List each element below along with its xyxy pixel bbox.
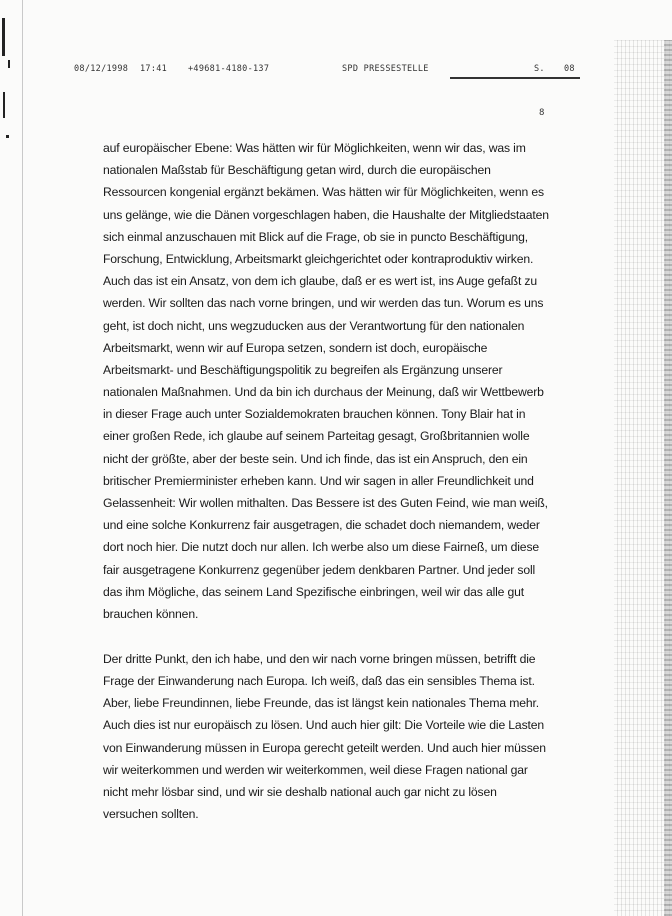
text-line: Ressourcen kongenial ergänzt bekämen. Was hätten wir für Möglichkeiten, wenn es: [103, 185, 544, 200]
text-line: einer großen Rede, ich glaube auf seinem Parteitag gesagt, Großbritannien wolle: [103, 429, 530, 444]
text-line: nicht mehr lösbar sind, und wir sie deshalb national auch gar nicht zu lösen: [103, 785, 497, 800]
scan-right-edge-noise: [614, 40, 672, 916]
text-line: und eine solche Konkurrenz fair ausgetragen, die schadet doch niemandem, weder: [103, 518, 540, 533]
text-line: Forschung, Entwicklung, Arbeitsmarkt gleichgerichtet oder kontraproduktiv wirken.: [103, 251, 534, 266]
fax-header-rule: [450, 77, 580, 79]
text-line: das ihm Mögliche, das seinem Land Spezifische einbringen, weil wir das alle gut: [103, 584, 525, 599]
paragraph-2: [103, 648, 563, 826]
text-line: in dieser Frage auch unter Sozialdemokraten brauchen können. Tony Blair hat in: [103, 407, 526, 422]
paragraph-gap: [103, 625, 563, 648]
text-line: auf europäischer Ebene: Was hätten wir für Möglichkeiten, wenn wir das, was im: [103, 141, 526, 155]
text-line: werden. Wir sollten das nach vorne bringen, und wir werden das tun. Worum es uns: [103, 296, 544, 311]
text-line: fair ausgetragene Konkurrenz gegenüber jedem denkbaren Partner. Und jeder soll: [103, 562, 536, 577]
fax-time: 17:41: [140, 64, 168, 74]
scan-mark: [8, 60, 10, 68]
text-line: wir weiterkommen und werden wir weiterkommen, weil diese Fragen national gar: [103, 762, 528, 777]
text-line: britischer Premierminister erheben kann. Und wir sagen in aller Freundlichkeit und: [103, 473, 534, 488]
text-line: von Einwanderung müssen in Europa gerecht geteilt werden. Und auch hier müssen: [103, 740, 546, 755]
text-line: Auch das ist ein Ansatz, von dem ich glaube, daß er es wert ist, ins Auge gefaßt zu: [103, 274, 537, 289]
fax-organization: SPD PRESSESTELLE: [342, 64, 429, 74]
fax-page-label: S.: [534, 64, 545, 74]
text-line: Aber, liebe Freundinnen, liebe Freunde, das ist längst kein nationales Thema mehr.: [103, 696, 539, 711]
text-line: nationalen Maßnahmen. Und da bin ich durchaus der Meinung, daß wir Wettbewerb: [103, 385, 544, 400]
text-line: Der dritte Punkt, den ich habe, und den wir nach vorne bringen müssen, betrifft die: [103, 651, 536, 666]
text-line: Gelassenheit: Wir wollen mithalten. Das Bessere ist des Guten Feind, wie man weiß,: [103, 496, 548, 510]
text-line: Arbeitsmarkt, wenn wir auf Europa setzen, sondern ist doch, europäische: [103, 340, 488, 355]
fax-date: 08/12/1998: [74, 64, 129, 74]
body-text: [103, 137, 563, 825]
text-line: uns gelänge, wie die Dänen vorgeschlagen haben, die Haushalte der Mitgliedstaaten: [103, 207, 549, 222]
scan-mark: [3, 92, 5, 118]
page-number: 8: [539, 108, 545, 118]
scan-mark: [6, 135, 9, 138]
text-line: nicht der größte, aber der beste sein. Und ich finde, das ist ein Anspruch, den ein: [103, 451, 528, 466]
paragraph-1: [103, 137, 563, 625]
text-line: versuchen sollten.: [103, 807, 199, 822]
text-line: nationalen Maßstab für Beschäftigung getan wird, durch die europäischen: [103, 163, 491, 178]
text-line: dort noch hier. Die nutzt doch nur allen. Ich werbe also um diese Fairneß, um diese: [103, 540, 540, 555]
text-line: Auch dies ist nur europäisch zu lösen. Und auch hier gilt: Die Vorteile wie die Lasten: [103, 718, 545, 733]
text-line: Frage der Einwanderung nach Europa. Ich weiß, daß das ein sensibles Thema ist.: [103, 674, 535, 689]
text-line: brauchen können.: [103, 606, 199, 621]
fax-header: [74, 64, 594, 78]
fax-phone: +49681-4180-137: [188, 64, 270, 74]
text-line: Arbeitsmarkt- und Beschäftigungspolitik zu begreifen als Ergänzung unserer: [103, 362, 503, 377]
text-line: geht, ist doch nicht, uns wegzuducken aus der Verantwortung für den nationalen: [103, 318, 525, 333]
scan-mark: [2, 18, 5, 56]
scan-left-edge: [0, 0, 23, 916]
fax-page-number: 08: [564, 64, 575, 74]
text-line: sich einmal anzuschauen mit Blick auf die Frage, ob sie in puncto Beschäftigung,: [103, 229, 528, 244]
